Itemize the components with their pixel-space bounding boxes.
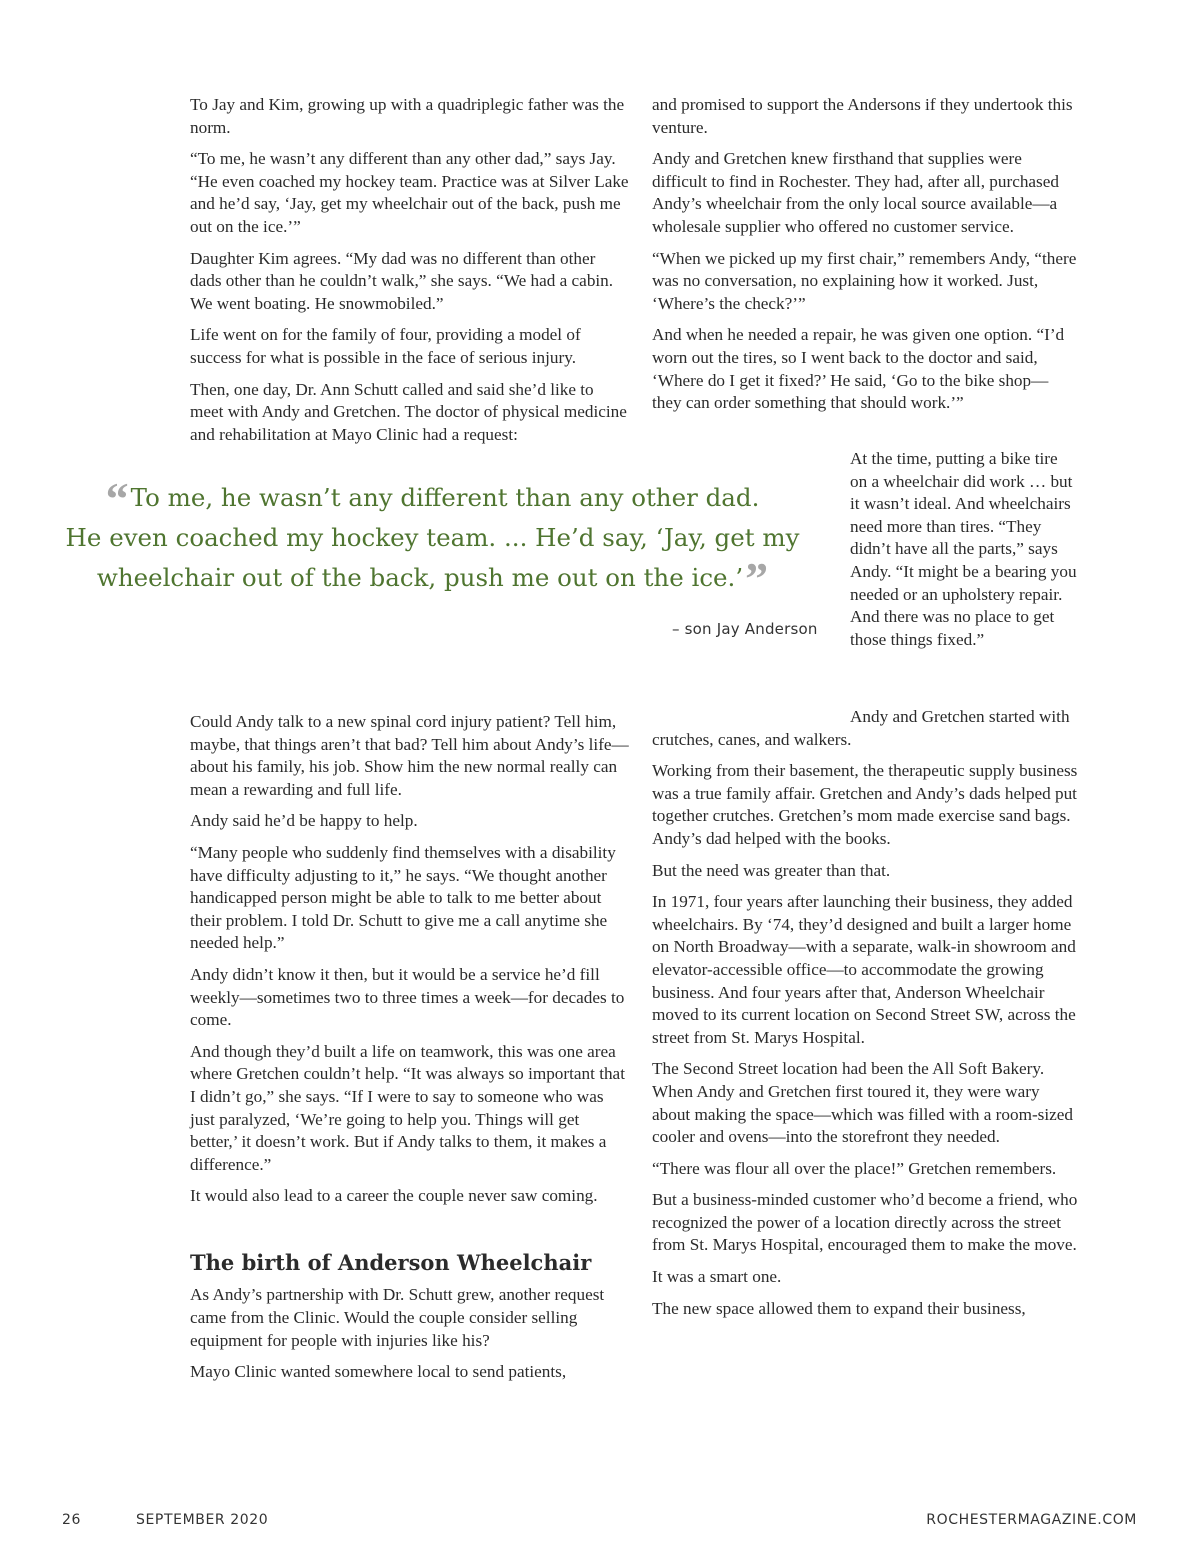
paragraph: Working from their basement, the therapeutic supply business was a true family affair. Gretchen and Andy’s dads helped put together crutches. Gretchen’s mom made exercise sand bags. Andy’s dad helped with the books. <box>652 761 1078 848</box>
pull-quote-line-2: He even coached my hockey team. ... He’d say, ‘Jay, get my <box>65 523 800 552</box>
pull-quote-line-3: wheelchair out of the back, push me out on the ice.’ <box>96 563 744 592</box>
paragraph-lead: Andy and Gretchen started with crutches, canes, and walkers. <box>652 707 1070 749</box>
paragraph: And though they’d built a life on teamwork, this was one area where Gretchen couldn’t help. “It was always so important that I didn’t go,” she says. “If I were to say to someone who was just paralyzed, ‘We’re going to help you. Things will get better,’ it doesn’t work. But if Andy talks to them, it makes a difference.” <box>190 1041 625 1174</box>
section-body <box>190 1284 630 1383</box>
article-column-right-narrow <box>850 448 1078 660</box>
paragraph: Could Andy talk to a new spinal cord injury patient? Tell him, maybe, that things aren’t that bad? Tell him about Andy’s life—about his family, his job. Show him the new normal really can mean a rewarding and full life. <box>190 712 629 799</box>
pull-quote-line-1: To me, he wasn’t any different than any other dad. <box>130 483 760 512</box>
pull-quote-attribution: – son Jay Anderson <box>672 620 818 638</box>
paragraph: At the time, putting a bike tire on a wheelchair did work … but it wasn’t ideal. And wheelchairs need more than tires. “They didn’t have all the parts,” says Andy. “It might be a bearing you needed or an upholstery repair. And there was no place to get those things fixed.” <box>850 449 1077 649</box>
issue-date: SEPTEMBER 2020 <box>136 1512 269 1528</box>
paragraph: and promised to support the Andersons if they undertook this venture. <box>652 95 1073 137</box>
article-column-right-top <box>652 94 1077 424</box>
paragraph: Life went on for the family of four, providing a model of success for what is possible in the face of serious injury. <box>190 325 581 367</box>
section-heading: The birth of Anderson Wheelchair <box>190 1249 592 1275</box>
pull-quote <box>40 473 825 604</box>
paragraph: In 1971, four years after launching their business, they added wheelchairs. By ‘74, they’d designed and built a larger home on North Broadway—with a separate, walk-in showroom and elevator-accessible office—to accommodate the growing business. And four years after that, Anderson Wheelchair moved to its current location on Second Street SW, across the street from St. Marys Hospital. <box>652 892 1076 1047</box>
paragraph: It was a smart one. <box>652 1267 782 1287</box>
paragraph: But a business-minded customer who’d become a friend, who recognized the power of a location directly across the street from St. Marys Hospital, encouraged them to make the move. <box>652 1190 1078 1255</box>
article-column-left-bottom <box>190 711 630 1393</box>
close-quote-mark: ” <box>745 553 769 604</box>
paragraph: Mayo Clinic wanted somewhere local to send patients, <box>190 1362 567 1382</box>
paragraph: Andy said he’d be happy to help. <box>190 811 418 831</box>
paragraph: “When we picked up my first chair,” remembers Andy, “there was no conversation, no explaining how it worked. Just, ‘Where’s the check?’” <box>652 248 1077 313</box>
paragraph: It would also lead to a career the couple never saw coming. <box>190 1186 598 1206</box>
paragraph: Daughter Kim agrees. “My dad was no different than other dads other than he couldn’t walk,” she says. “We had a cabin. We went boating. He snowmobiled.” <box>190 248 614 313</box>
website-link[interactable]: ROCHESTERMAGAZINE.COM <box>926 1512 1137 1528</box>
paragraph: Andy and Gretchen knew firsthand that supplies were difficult to find in Rochester. They had, after all, purchased Andy’s wheelchair from the only local source available—a wholesale supplier who offered no customer service. <box>652 149 1059 236</box>
paragraph: “There was flour all over the place!” Gretchen remembers. <box>652 1158 1057 1178</box>
paragraph: To Jay and Kim, growing up with a quadriplegic father was the norm. <box>190 95 625 137</box>
paragraph: And when he needed a repair, he was given one option. “I’d worn out the tires, so I went back to the doctor and said, ‘Where do I get it fixed?’ He said, ‘Go to the bike shop—they can order something that should work.’” <box>652 325 1065 413</box>
paragraph: Andy didn’t know it then, but it would be a service he’d fill weekly—sometimes two to three times a week—for decades to come. <box>190 964 625 1030</box>
paragraph: “Many people who suddenly find themselves with a disability have difficulty adjusting to it,” he says. “We thought another handicapped person might be able to talk to me better about their problem. I told Dr. Schutt to give me a call anytime she needed help.” <box>190 842 616 953</box>
paragraph: Then, one day, Dr. Ann Schutt called and said she’d like to meet with Andy and Gretchen. The doctor of physical medicine and rehabilitation at Mayo Clinic had a request: <box>190 379 627 444</box>
article-column-left-top <box>190 94 630 455</box>
article-column-right-bottom <box>652 706 1080 1329</box>
paragraph: As Andy’s partnership with Dr. Schutt grew, another request came from the Clinic. Would the couple consider selling equipment for people with injuries like his? <box>190 1285 605 1350</box>
right-bottom-body <box>652 760 1080 1320</box>
paragraph: “To me, he wasn’t any different than any other dad,” says Jay. “He even coached my hockey team. Practice was at Silver Lake and he’d say, ‘Jay, get my wheelchair out of the back, push me out on the ice.’” <box>190 149 629 236</box>
open-quote-mark: “ <box>105 473 129 524</box>
paragraph: The new space allowed them to expand their business, <box>652 1298 1026 1318</box>
left-bottom-body <box>190 711 630 1208</box>
paragraph: The Second Street location had been the All Soft Bakery. When Andy and Gretchen first toured it, they were wary about making the space—which was filled with a room-sized cooler and ovens—into the storefront they needed. <box>652 1059 1073 1147</box>
paragraph: But the need was greater than that. <box>652 860 891 880</box>
page-number: 26 <box>62 1512 82 1528</box>
